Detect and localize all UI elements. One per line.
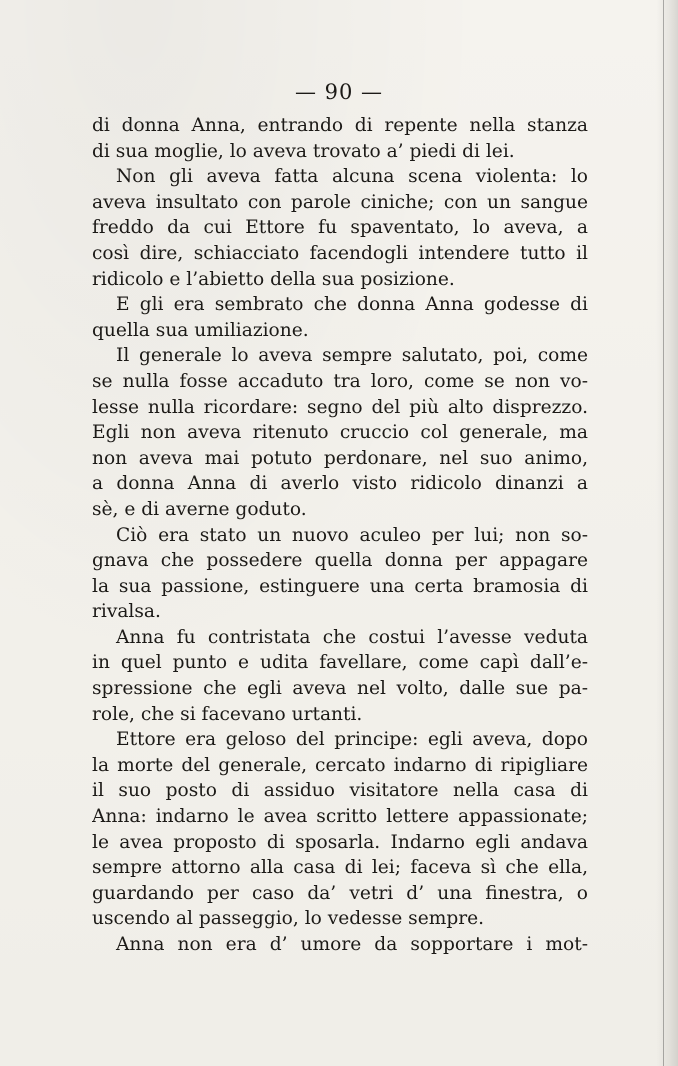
page-number: — 90 — <box>294 80 384 104</box>
text-line: guardando per caso da’ vetri d’ una finestra, o <box>92 882 588 904</box>
text-line: in quel punto e udita favellare, come capì dall’e- <box>92 652 588 674</box>
text-line: Egli non aveva ritenuto cruccio col generale, ma <box>92 422 588 444</box>
text-line: la morte del generale, cercato indarno di ripigliare <box>92 754 588 776</box>
text-line: ridicolo e l’abietto della sua posizione. <box>92 268 455 290</box>
text-line: Ettore era geloso del principe: egli aveva, dopo <box>116 729 588 751</box>
text-line: le avea proposto di sposarla. Indarno egli andava <box>92 831 588 853</box>
text-line: quella sua umiliazione. <box>92 319 309 341</box>
body-text <box>92 113 588 958</box>
text-line: uscendo al passeggio, lo vedesse sempre. <box>92 908 485 930</box>
text-line: Anna non era d’ umore da sopportare i mot- <box>116 934 588 955</box>
text-line: sè, e di averne goduto. <box>92 498 307 520</box>
text-line: role, che si facevano urtanti. <box>92 703 363 725</box>
text-line: di sua moglie, lo aveva trovato a’ piedi di lei. <box>92 140 515 162</box>
text-line: Il generale lo aveva sempre salutato, poi, come <box>116 345 588 367</box>
text-line: gnava che possedere quella donna per appagare <box>92 550 588 572</box>
text-line: Anna: indarno le avea scritto lettere appassionate; <box>92 806 588 828</box>
text-line: spressione che egli aveva nel volto, dalle sue pa- <box>92 678 588 700</box>
text-line: la sua passione, estinguere una certa bramosia di <box>92 575 588 597</box>
text-line: lesse nulla ricordare: segno del più alto disprezzo. <box>92 396 588 418</box>
text-line: freddo da cui Ettore fu spaventato, lo aveva, a <box>92 217 588 239</box>
text-line: a donna Anna di averlo visto ridicolo dinanzi a <box>92 473 588 495</box>
page-edge-line <box>663 0 664 1066</box>
text-line: aveva insultato con parole ciniche; con un sangue <box>92 191 588 213</box>
text-line: di donna Anna, entrando di repente nella stanza <box>92 115 588 136</box>
text-line: Non gli aveva fatta alcuna scena violenta: lo <box>116 166 588 188</box>
text-line: il suo posto di assiduo visitatore nella casa di <box>92 780 588 802</box>
page-edge-shadow <box>656 0 678 1066</box>
text-line: se nulla fosse accaduto tra loro, come se non vo- <box>92 370 588 392</box>
text-line: sempre attorno alla casa di lei; faceva sì che ella, <box>92 857 588 879</box>
text-line: E gli era sembrato che donna Anna godesse di <box>116 294 588 316</box>
text-line: Anna fu contristata che costui l’avesse veduta <box>116 626 588 648</box>
text-line: Ciò era stato un nuovo aculeo per lui; non so- <box>116 524 588 546</box>
text-line: così dire, schiacciato facendogli intendere tutto il <box>92 242 588 264</box>
text-line: rivalsa. <box>92 601 161 623</box>
text-line: non aveva mai potuto perdonare, nel suo animo, <box>92 447 588 469</box>
